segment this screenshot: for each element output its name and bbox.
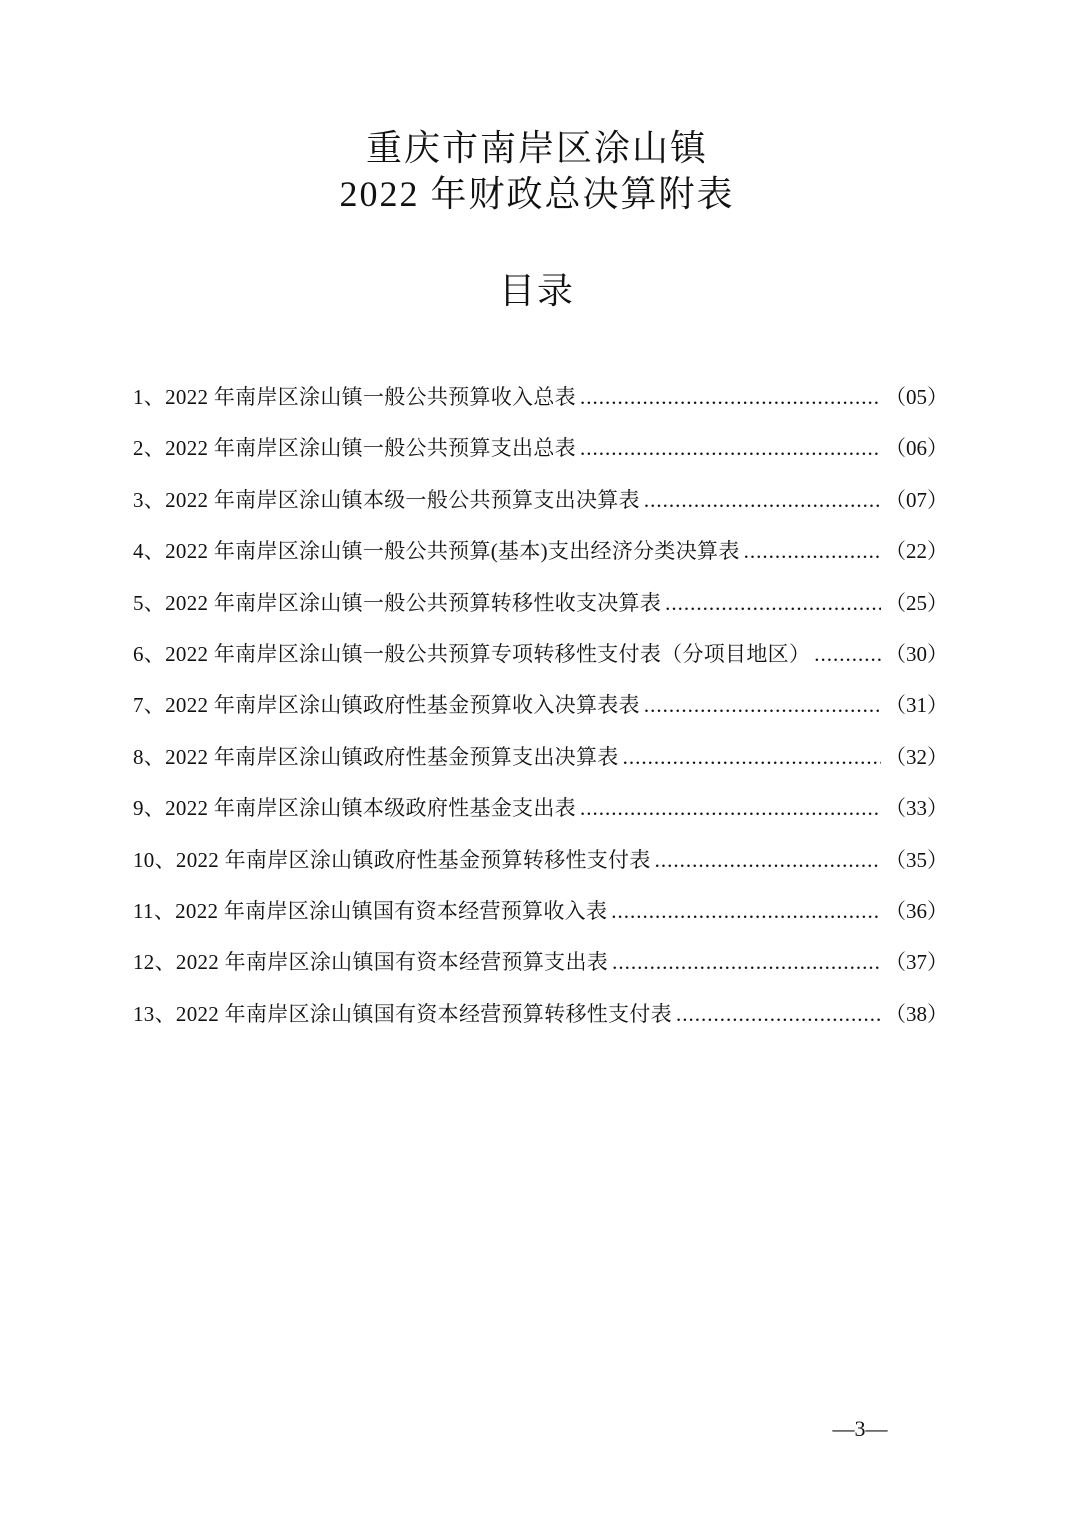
toc-item-page: （38） bbox=[885, 1001, 948, 1026]
toc-item-page: （31） bbox=[885, 693, 948, 718]
toc-item-title: 12、2022 年南岸区涂山镇国有资本经营预算支出表 bbox=[133, 950, 609, 975]
toc-item bbox=[133, 989, 948, 1040]
toc-item bbox=[133, 578, 948, 629]
toc-item-page: （05） bbox=[885, 385, 948, 409]
toc-item-page: （32） bbox=[885, 744, 948, 769]
toc-item-title: 13、2022 年南岸区涂山镇国有资本经营预算转移性支付表 bbox=[133, 1001, 672, 1026]
page-number: —3— bbox=[832, 1416, 888, 1441]
toc-item bbox=[133, 629, 948, 680]
toc-dot-leader bbox=[580, 423, 881, 474]
toc-item-title: 6、2022 年南岸区涂山镇一般公共预算专项转移性支付表（分项目地区） bbox=[133, 641, 811, 666]
document-title-line2: 2022 年财政总决算附表 bbox=[339, 174, 735, 214]
toc-item bbox=[133, 423, 948, 474]
toc-dot-leader bbox=[814, 629, 881, 680]
toc-item-page: （37） bbox=[885, 950, 948, 975]
toc-dot-leader bbox=[644, 680, 881, 731]
toc-dot-leader bbox=[644, 475, 881, 526]
toc-heading: 目录 bbox=[498, 271, 575, 311]
toc-item-title: 1、2022 年南岸区涂山镇一般公共预算收入总表 bbox=[133, 385, 576, 409]
toc-item-title: 5、2022 年南岸区涂山镇一般公共预算转移性收支决算表 bbox=[133, 590, 662, 615]
toc-item-title: 4、2022 年南岸区涂山镇一般公共预算(基本)支出经济分类决算表 bbox=[133, 539, 740, 564]
toc-item-title: 8、2022 年南岸区涂山镇政府性基金预算支出决算表 bbox=[133, 744, 619, 769]
toc-item bbox=[133, 475, 948, 526]
document-title-line1: 重庆市南岸区涂山镇 bbox=[365, 128, 708, 168]
toc-item bbox=[133, 372, 948, 423]
toc-item-page: （30） bbox=[885, 641, 948, 666]
toc-item-page: （25） bbox=[885, 590, 948, 615]
toc-item bbox=[133, 783, 948, 834]
table-of-contents bbox=[133, 372, 948, 1040]
toc-item-page: （35） bbox=[885, 847, 948, 872]
toc-item-title: 9、2022 年南岸区涂山镇本级政府性基金支出表 bbox=[133, 796, 576, 821]
toc-dot-leader bbox=[623, 732, 881, 783]
toc-item bbox=[133, 526, 948, 577]
toc-dot-leader bbox=[612, 937, 881, 988]
toc-dot-leader bbox=[580, 783, 881, 834]
toc-item bbox=[133, 835, 948, 886]
toc-item-title: 3、2022 年南岸区涂山镇本级一般公共预算支出决算表 bbox=[133, 487, 640, 512]
toc-item-title: 11、2022 年南岸区涂山镇国有资本经营预算收入表 bbox=[133, 898, 608, 923]
toc-item bbox=[133, 937, 948, 988]
toc-item-page: （36） bbox=[885, 898, 948, 923]
toc-item bbox=[133, 886, 948, 937]
toc-dot-leader bbox=[655, 835, 881, 886]
toc-dot-leader bbox=[580, 372, 881, 423]
toc-dot-leader bbox=[665, 578, 881, 629]
toc-item-page: （06） bbox=[885, 436, 948, 461]
toc-item-page: （33） bbox=[885, 796, 948, 821]
toc-item-page: （07） bbox=[885, 487, 948, 512]
toc-item bbox=[133, 732, 948, 783]
toc-dot-leader bbox=[744, 526, 881, 577]
toc-item bbox=[133, 680, 948, 731]
toc-item-title: 2、2022 年南岸区涂山镇一般公共预算支出总表 bbox=[133, 436, 576, 461]
toc-item-title: 7、2022 年南岸区涂山镇政府性基金预算收入决算表表 bbox=[133, 693, 640, 718]
toc-dot-leader bbox=[676, 989, 881, 1040]
toc-dot-leader bbox=[611, 886, 881, 937]
toc-item-title: 10、2022 年南岸区涂山镇政府性基金预算转移性支付表 bbox=[133, 847, 651, 872]
toc-item-page: （22） bbox=[885, 539, 948, 564]
